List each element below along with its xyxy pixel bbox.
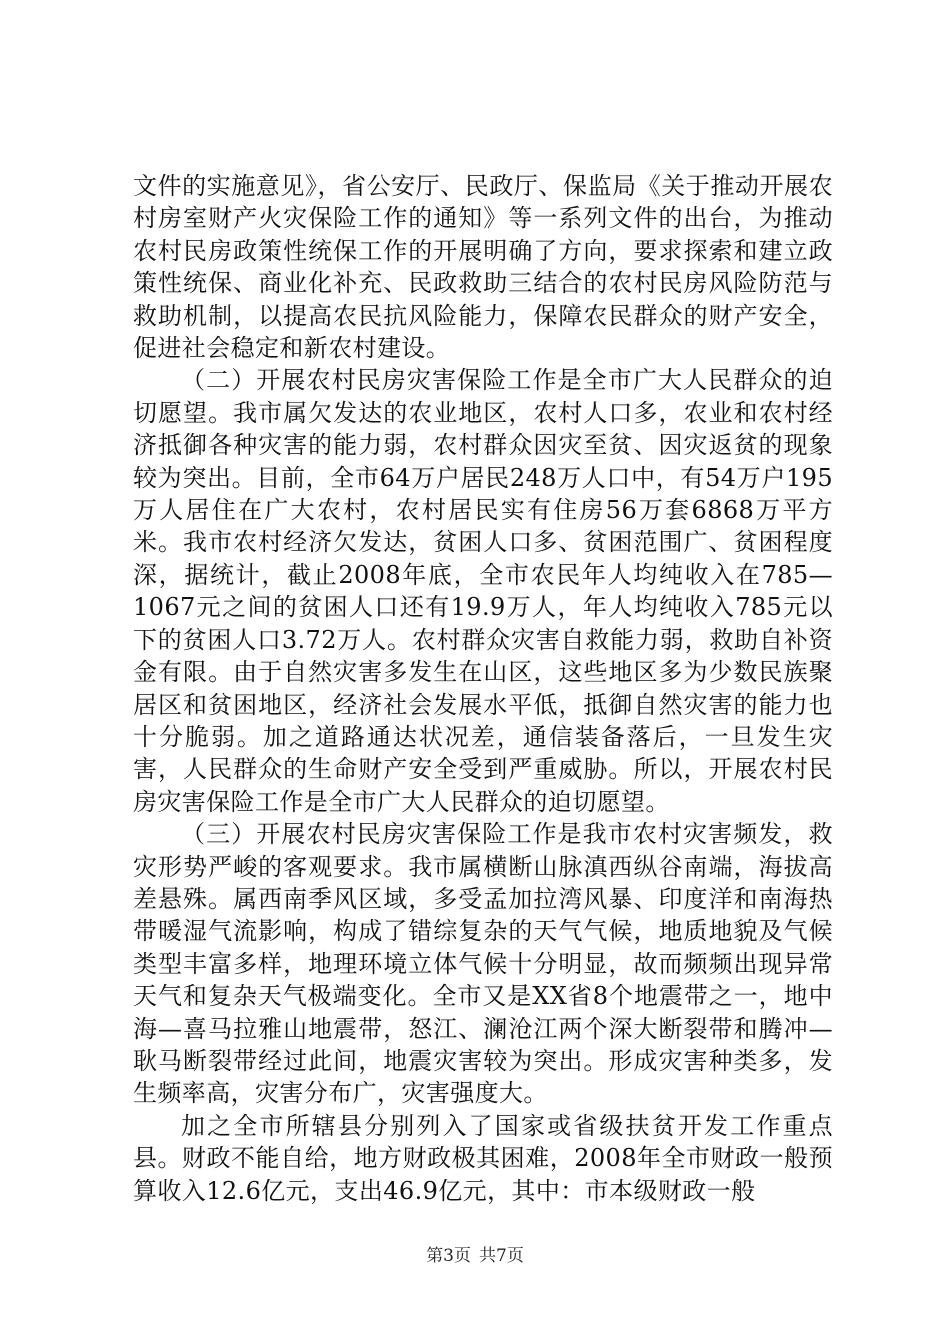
page-number: 第3页: [426, 1246, 471, 1266]
page-footer: [0, 1245, 950, 1267]
paragraph-finance: 加之全市所辖县分别列入了国家或省级扶贫开发工作重点县。财政不能自给，地方财政极其困难，2008年全市财政一般预算收入12.6亿元，支出46.9亿元，其中：市本级财政一般: [133, 1111, 833, 1205]
paragraph-continuation: 文件的实施意见》，省公安厅、民政厅、保监局《关于推动开展农村房室财产火灾保险工作的通知》等一系列文件的出台，为推动农村民房政策性统保工作的开展明确了方向，要求探索和建立政策性统保、商业化补充、民政救助三结合的农村民房风险防范与救助机制，以提高农民抗风险能力，保障农民群众的财产安全，促进社会稳定和新农村建设。: [133, 172, 833, 363]
page-total: 共7页: [479, 1246, 524, 1266]
paragraph-section-two: （二）开展农村民房灾害保险工作是全市广大人民群众的迫切愿望。我市属欠发达的农业地区，农村人口多，农业和农村经济抵御各种灾害的能力弱，农村群众因灾至贫、因灾返贫的现象较为突出。目前，全市64万户居民248万人口中，有54万户195万人居住在广大农村，农村居民实有住房56万套6868万平方米。我市农村经济欠发达，贫困人口多、贫困范围广、贫困程度深，据统计，截止2008年底，全市农民年人均纯收入在785—1067元之间的贫困人口还有19.9万人，年人均纯收入785元以下的贫困人口3.72万人。农村群众灾害自救能力弱，救助自补资金有限。由于自然灾害多发生在山区，这些地区多为少数民族聚居区和贫困地区，经济社会发展水平低，抵御自然灾害的能力也十分脆弱。加之道路通达状况差，通信装备落后，一旦发生灾害，人民群众的生命财产安全受到严重威胁。所以，开展农村民房灾害保险工作是全市广大人民群众的迫切愿望。: [133, 366, 833, 816]
paragraph-section-three: （三）开展农村民房灾害保险工作是我市农村灾害频发，救灾形势严峻的客观要求。我市属横断山脉滇西纵谷南端，海拔高差悬殊。属西南季风区域，多受孟加拉湾风暴、印度洋和南海热带暖湿气流影响，构成了错综复杂的天气气候，地质地貌及气候类型丰富多样，地理环境立体气候十分明显，故而频频出现异常天气和复杂天气极端变化。全市又是XX省8个地震带之一，地中海—喜马拉雅山地震带，怒江、澜沧江两个深大断裂带和腾冲—耿马断裂带经过此间，地震灾害较为突出。形成灾害种类多，发生频率高，灾害分布广，灾害强度大。: [133, 820, 833, 1108]
document-body: [133, 170, 833, 1207]
